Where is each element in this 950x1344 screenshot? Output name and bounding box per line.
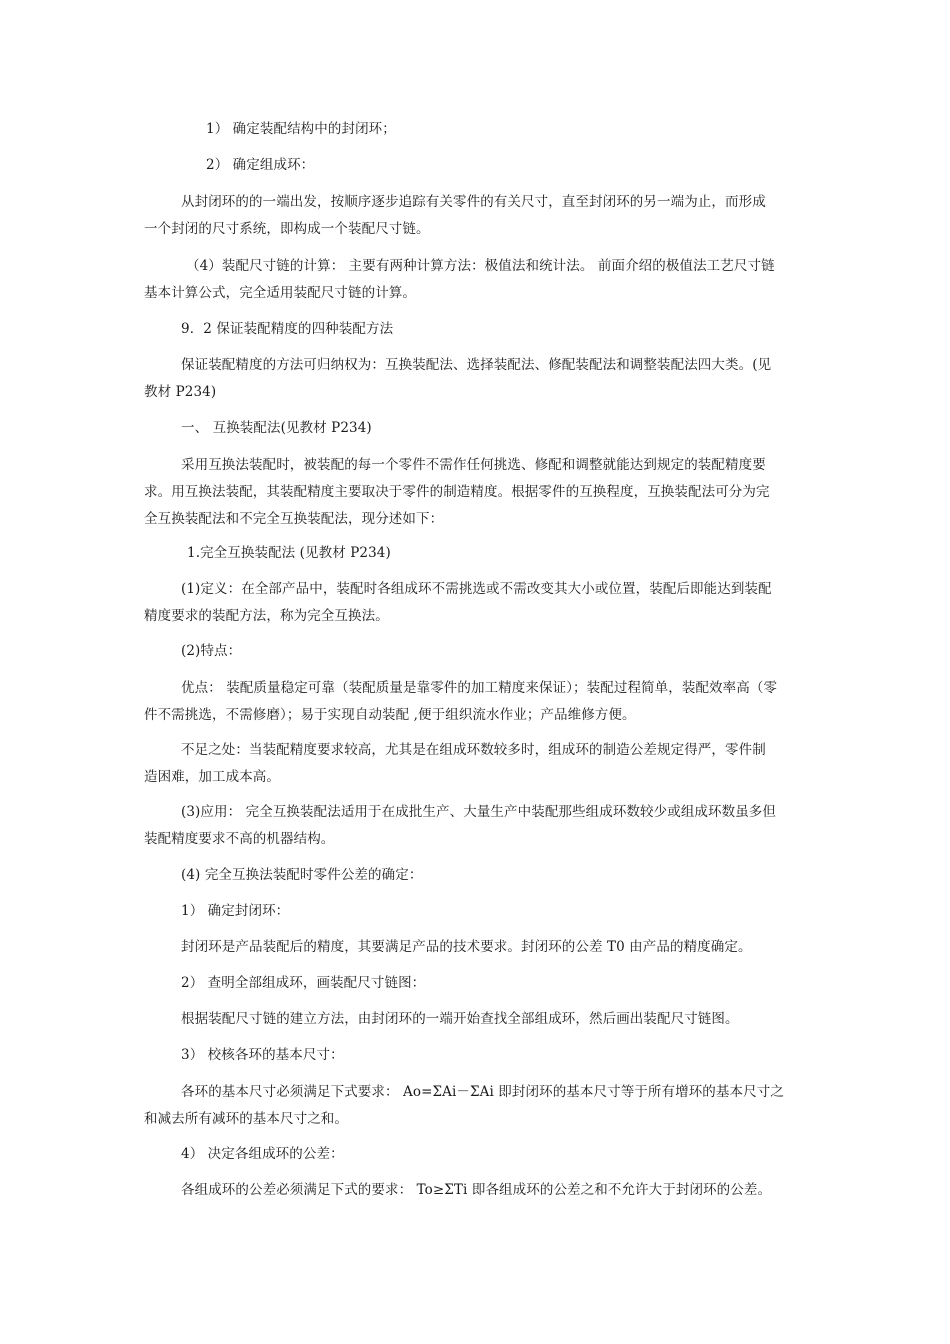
text-line: (3)应用： 完全互换装配法适用于在成批生产、大量生产中装配那些组成环数较少或组成环数虽多但 [181, 804, 777, 820]
paragraph-step-2 [206, 152, 870, 179]
paragraph-closed-loop-precision [144, 934, 808, 961]
text-line: 一、 互换装配法(见教材 P234) [181, 420, 372, 436]
paragraph-application [144, 799, 808, 853]
text-line: 和减去所有减环的基本尺寸之和。 [144, 1111, 348, 1127]
paragraph-step-tolerance [144, 1141, 808, 1168]
text-line: 保证装配精度的方法可归纳权为：互换装配法、选择装配法、修配装配法和调整装配法四大类。(见 [181, 357, 772, 373]
text-line: 求。用互换法装配，其装配精度主要取决于零件的制造精度。根据零件的互换程度，互换装配法可分为完 [144, 484, 770, 500]
text-line: 4） 决定各组成环的公差： [181, 1146, 344, 1162]
paragraph-definition [144, 576, 808, 630]
text-line: 3） 校核各环的基本尺寸： [181, 1047, 344, 1063]
text-line: 2） 查明全部组成环，画装配尺寸链图： [181, 975, 426, 991]
paragraph-four-methods [144, 352, 808, 406]
paragraph-tolerance-determination [144, 862, 808, 889]
paragraph-step-1 [206, 116, 870, 143]
paragraph-tolerance-formula [144, 1177, 808, 1204]
paragraph-basic-size-formula [144, 1079, 808, 1133]
text-line: 2） 确定组成环： [206, 157, 315, 173]
text-line: （4）装配尺寸链的计算： 主要有两种计算方法：极值法和统计法。 前面介绍的极值法工艺尺寸链 [186, 258, 775, 274]
subheading-complete-interchange [144, 540, 808, 567]
text-line: 采用互换法装配时，被装配的每一个零件不需作任何挑选、修配和调整就能达到规定的装配精度要 [181, 457, 766, 473]
text-line: 9．2 保证装配精度的四种装配方法 [181, 321, 394, 337]
paragraph-step-closed-loop [144, 898, 808, 925]
text-line: 从封闭环的的一端出发，按顺序逐步追踪有关零件的有关尺寸，直至封闭环的另一端为止，而形成 [181, 194, 766, 210]
paragraph-advantages [144, 675, 808, 729]
paragraph-disadvantages [144, 737, 808, 791]
text-line: 各环的基本尺寸必须满足下式要求： Ao=ΣAi－ΣAi 即封闭环的基本尺寸等于所有增环的基本尺寸之 [181, 1084, 784, 1100]
paragraph-chain-calculation [144, 253, 808, 307]
text-line: 件不需挑选，不需修磨）；易于实现自动装配 ,便于组织流水作业；产品维修方便。 [144, 707, 636, 723]
section-heading-9-2 [144, 316, 808, 343]
text-line: 1.完全互换装配法 (见教材 P234) [187, 545, 391, 561]
paragraph-interchange-description [144, 452, 808, 533]
paragraph-chain-diagram [144, 1006, 808, 1033]
subheading-interchange-method [144, 415, 808, 442]
paragraph-step-find-rings [144, 970, 808, 997]
text-line: 全互换装配法和不完全互换装配法，现分述如下： [144, 511, 444, 527]
text-line: 1） 确定封闭环： [181, 903, 290, 919]
text-line: 基本计算公式，完全适用装配尺寸链的计算。 [144, 285, 416, 301]
text-line: (4) 完全互换法装配时零件公差的确定： [181, 867, 423, 883]
text-line: 1） 确定装配结构中的封闭环； [206, 121, 396, 137]
text-line: 装配精度要求不高的机器结构。 [144, 831, 335, 847]
text-line: 教材 P234) [144, 384, 217, 400]
paragraph-features-label [144, 638, 808, 665]
text-line: 根据装配尺寸链的建立方法，由封闭环的一端开始查找全部组成环，然后画出装配尺寸链图。 [181, 1011, 739, 1027]
paragraph-closed-loop-tracing [144, 189, 808, 243]
text-line: 优点： 装配质量稳定可靠（装配质量是靠零件的加工精度来保证）；装配过程简单，装配效率高（零 [181, 680, 778, 696]
text-line: 一个封闭的尺寸系统，即构成一个装配尺寸链。 [144, 221, 430, 237]
text-line: 不足之处：当装配精度要求较高，尤其是在组成环数较多时，组成环的制造公差规定得严，零件制 [181, 742, 766, 758]
text-line: 精度要求的装配方法，称为完全互换法。 [144, 608, 389, 624]
text-line: 封闭环是产品装配后的精度，其要满足产品的技术要求。封闭环的公差 T0 由产品的精度确定。 [181, 939, 752, 955]
paragraph-step-basic-size [144, 1042, 808, 1069]
text-line: (1)定义：在全部产品中，装配时各组成环不需挑选或不需改变其大小或位置，装配后即能达到装配 [181, 581, 772, 597]
text-line: 造困难，加工成本高。 [144, 769, 280, 785]
text-line: (2)特点： [181, 643, 242, 659]
text-line: 各组成环的公差必须满足下式的要求： To≥ΣTi 即各组成环的公差之和不允许大于封闭环的公差。 [181, 1182, 772, 1198]
